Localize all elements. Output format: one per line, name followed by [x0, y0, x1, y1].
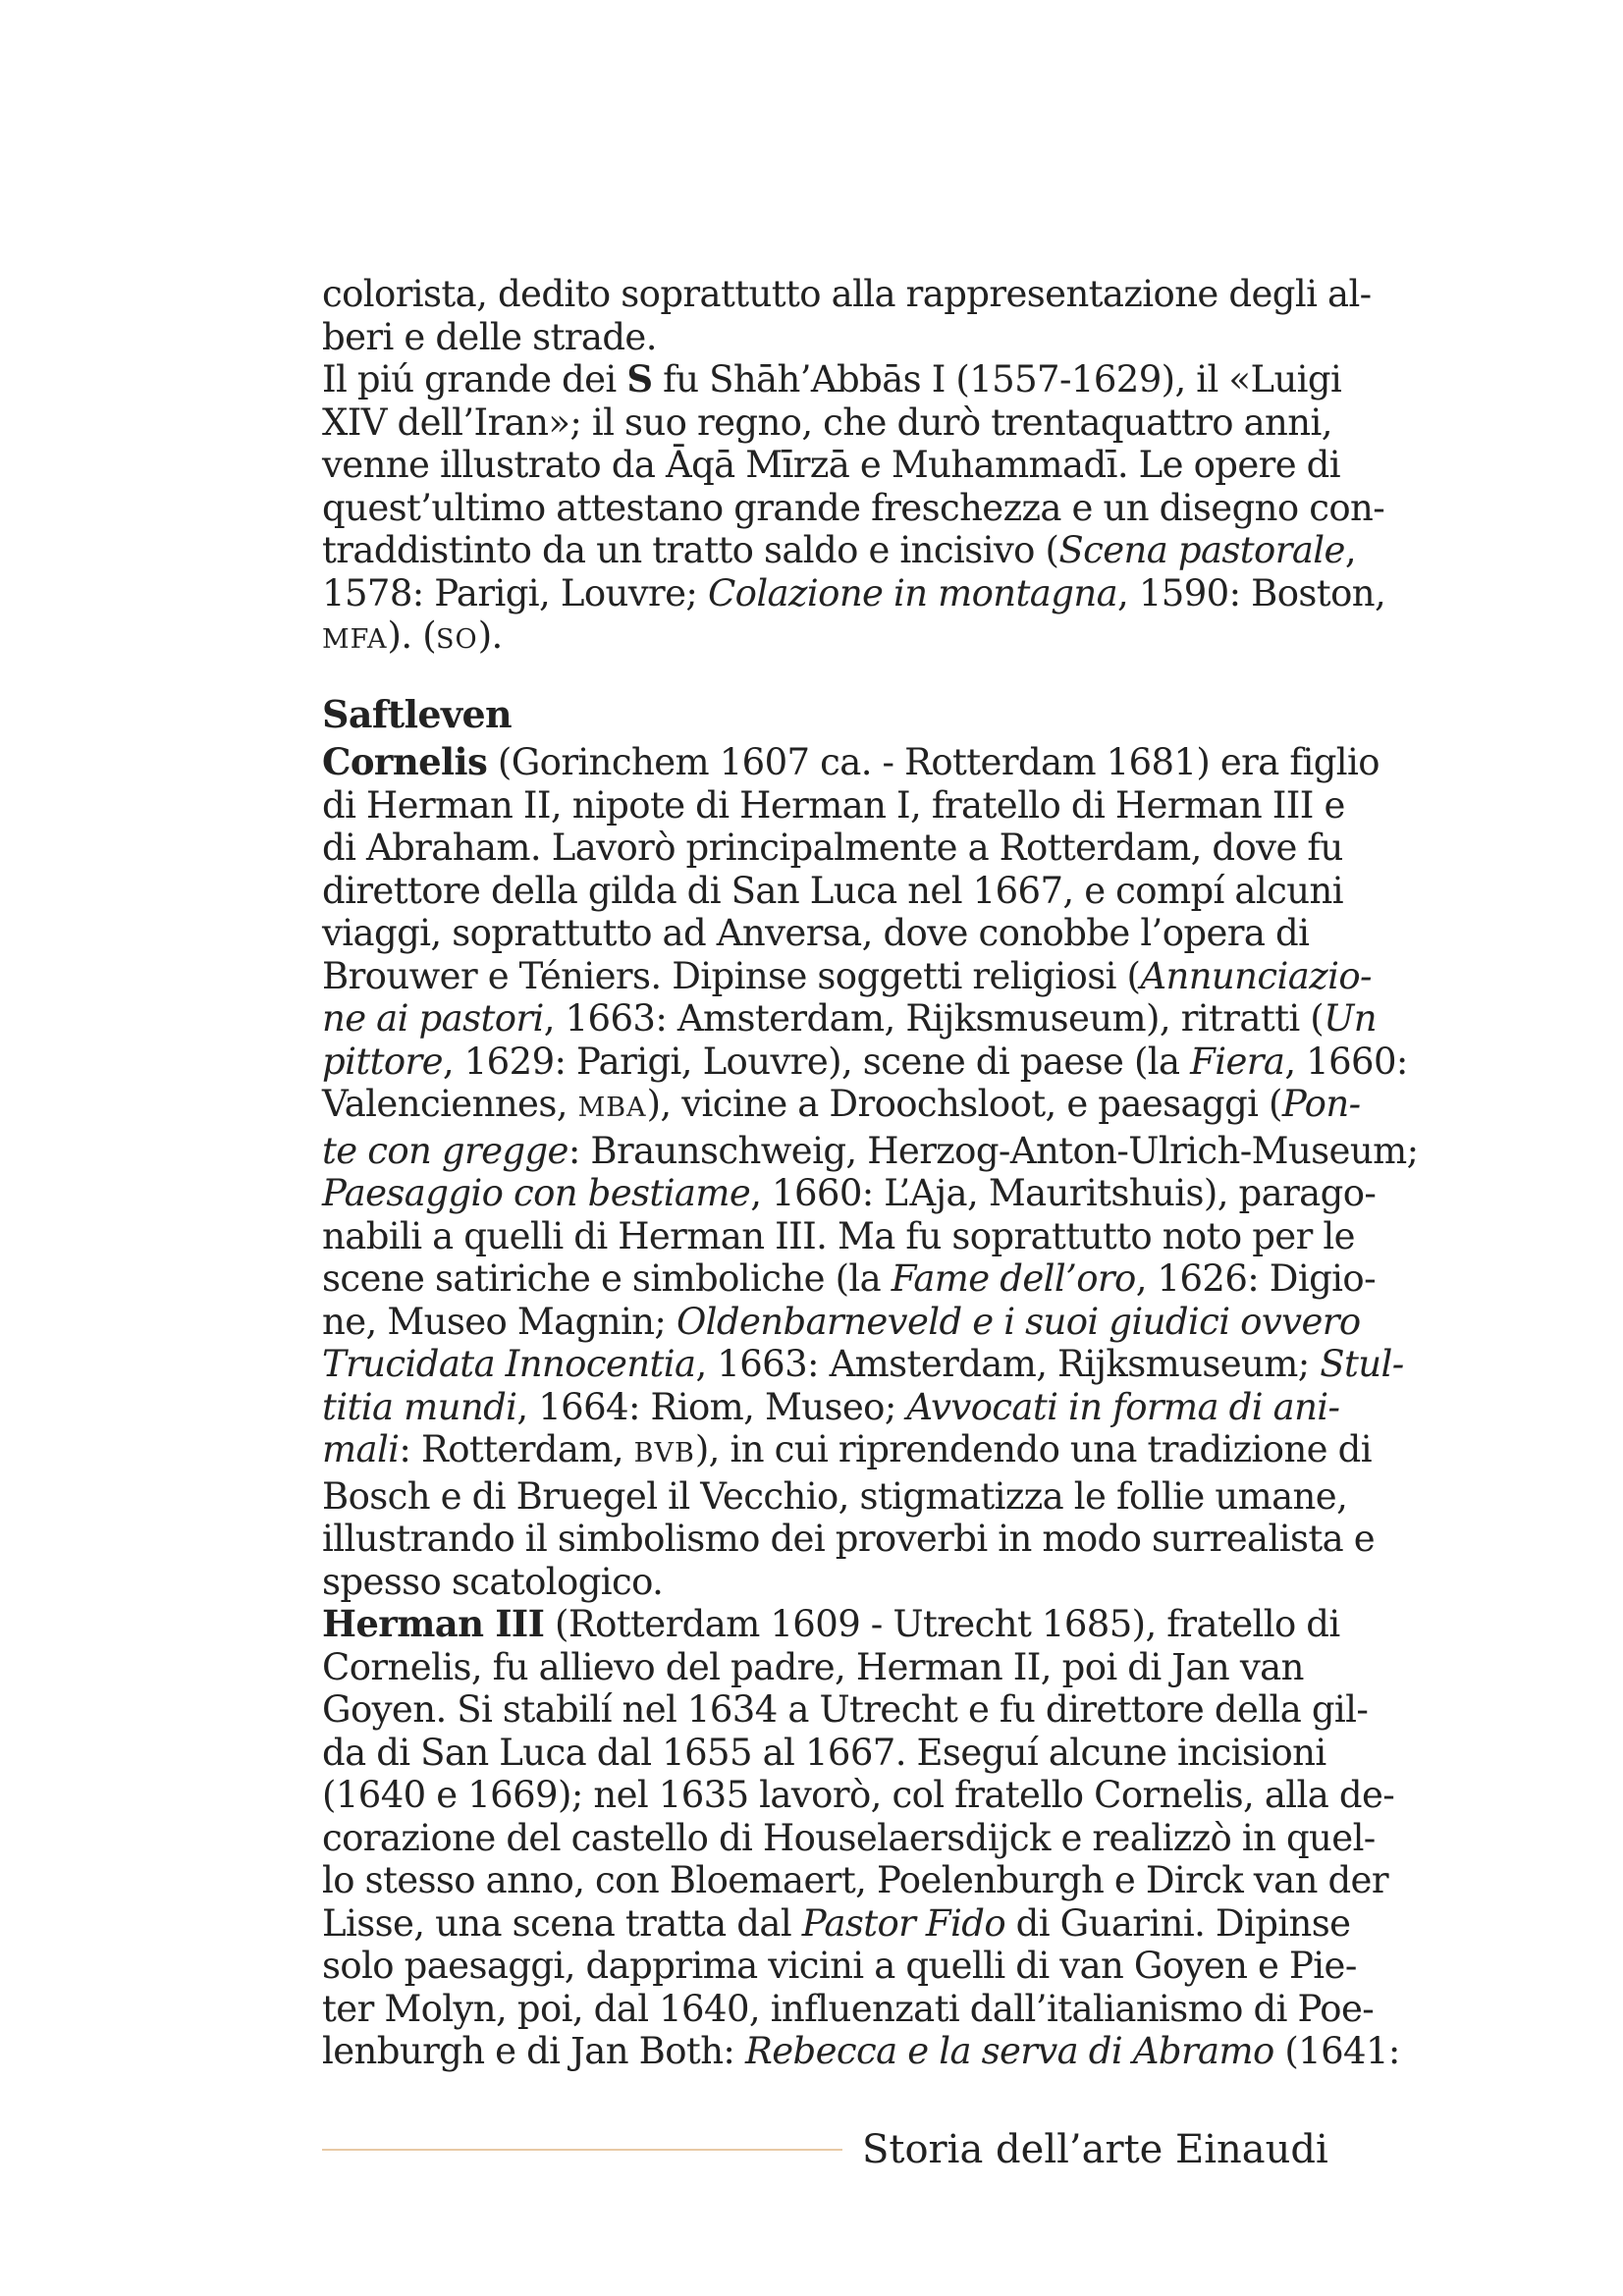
text-line: quest’ultimo attestano grande freschezza e un disegno con- — [322, 486, 1385, 529]
text-line: Valenciennes, MBA), vicine a Droochsloot, e paesaggi (Pon- — [322, 1083, 1361, 1125]
text-line: XIV dell’Iran»; il suo regno, che durò trentaquattro anni, — [322, 400, 1332, 444]
paragraph-cornelis — [322, 740, 1419, 1603]
text-line: traddistinto da un tratto saldo e incisivo (Scena pastorale, — [322, 529, 1356, 571]
text-line: lenburgh e di Jan Both: Rebecca e la serva di Abramo (1641: — [322, 2030, 1400, 2072]
artwork-title: Rebecca e la serva di Abramo — [744, 2030, 1274, 2072]
text-line: di Abraham. Lavorò principalmente a Rotterdam, dove fu — [322, 827, 1343, 869]
text-line: Cornelis, fu allievo del padre, Herman II, poi di Jan van — [322, 1645, 1304, 1688]
text-line: Goyen. Si stabilí nel 1634 a Utrecht e fu direttore della gil- — [322, 1688, 1369, 1731]
artist-name: Herman III — [322, 1602, 545, 1645]
text-line: titia mundi, 1664: Riom, Museo; Avvocati in forma di ani- — [322, 1385, 1340, 1428]
text-line: venne illustrato da Āqā Mīrzā e Muhammadī. Le opere di — [322, 444, 1340, 486]
text-line: spesso scatologico. — [322, 1560, 664, 1603]
text-line: solo paesaggi, dapprima vicini a quelli di van Goyen e Pie- — [322, 1945, 1357, 1987]
artwork-title: ne ai pastori — [322, 997, 544, 1040]
text-line: (1640 e 1669); nel 1635 lavorò, col fratello Cornelis, alla de- — [322, 1774, 1395, 1816]
artwork-title: Annunciazio- — [1140, 954, 1372, 997]
museum-abbreviation: MFA — [322, 624, 388, 655]
text-line: colorista, dedito soprattutto alla rappresentazione degli al- — [322, 273, 1372, 315]
text-line: Cornelis (Gorinchem 1607 ca. - Rotterdam 1681) era figlio — [322, 740, 1380, 783]
artwork-title: pittore — [322, 1040, 443, 1083]
artwork-title: Paesaggio con bestiame — [322, 1172, 751, 1214]
page-body — [322, 273, 1419, 2073]
artwork-title: Un — [1324, 997, 1377, 1040]
artwork-title: Oldenbarneveld e i suoi giudici ovvero — [676, 1300, 1361, 1343]
artwork-title: Trucidata Innocentia — [322, 1343, 696, 1385]
author-initials: SO — [436, 624, 478, 655]
text-line: beri e delle strade. — [322, 315, 657, 358]
paragraph-herman — [322, 1602, 1400, 2073]
text-line: illustrando il simbolismo dei proverbi in modo surrealista e — [322, 1518, 1376, 1560]
abbreviation-bold: S — [626, 357, 653, 400]
text-line: Bosch e di Bruegel il Vecchio, stigmatizza le follie umane, — [322, 1474, 1348, 1518]
text-line: Brouwer e Téniers. Dipinse soggetti religiosi (Annunciazio- — [322, 954, 1372, 997]
artist-name: Cornelis — [322, 740, 488, 783]
text-line: Herman III (Rotterdam 1609 - Utrecht 1685), fratello di — [322, 1602, 1340, 1645]
text-line: Il piú grande dei S fu Shāh’Abbās I (1557-1629), il «Luigi — [322, 357, 1342, 400]
artwork-title: titia mundi — [322, 1385, 517, 1428]
text-line: di Herman II, nipote di Herman I, fratello di Herman III e — [322, 783, 1345, 827]
text-line: Paesaggio con bestiame, 1660: L’Aja, Mauritshuis), parago- — [322, 1172, 1377, 1214]
footer-rule — [322, 2149, 842, 2151]
paragraph-shah-abbas — [322, 273, 1386, 662]
text-line: ne, Museo Magnin; Oldenbarneveld e i suoi giudici ovvero — [322, 1300, 1361, 1343]
text-line: Lisse, una scena tratta dal Pastor Fido di Guarini. Dipinse — [322, 1901, 1351, 1945]
footer-title: Storia dell’arte Einaudi — [862, 2127, 1328, 2172]
artwork-title: Fame dell’oro — [891, 1257, 1136, 1300]
text-line: lo stesso anno, con Bloemaert, Poelenburgh e Dirck van der — [322, 1859, 1388, 1901]
text-line: te con gregge: Braunschweig, Herzog-Anton-Ulrich-Museum; — [322, 1129, 1419, 1172]
text-line: corazione del castello di Houselaersdijck e realizzò in quel- — [322, 1816, 1376, 1859]
text-line: pittore, 1629: Parigi, Louvre), scene di paese (la Fiera, 1660: — [322, 1040, 1408, 1083]
text-line: ter Molyn, poi, dal 1640, influenzati dall’italianismo di Poe- — [322, 1987, 1375, 2030]
artwork-title: Avvocati in forma di ani- — [906, 1385, 1340, 1428]
text-line: da di San Luca dal 1655 al 1667. Eseguí alcune incisioni — [322, 1731, 1326, 1774]
text-line: MFA). (SO). — [322, 614, 503, 657]
artwork-title: Colazione in montagna — [707, 571, 1118, 614]
artwork-title: mali — [322, 1428, 400, 1470]
museum-abbreviation: BVB — [633, 1438, 695, 1468]
artwork-title: Pon- — [1281, 1083, 1361, 1125]
museum-abbreviation: MBA — [577, 1093, 647, 1123]
artwork-title: Fiera — [1190, 1040, 1285, 1083]
text-line: scene satiriche e simboliche (la Fame dell’oro, 1626: Digio- — [322, 1257, 1376, 1300]
text-line: nabili a quelli di Herman III. Ma fu soprattutto noto per le — [322, 1214, 1355, 1257]
artwork-title: Pastor Fido — [801, 1901, 1005, 1945]
artwork-title: te con gregge — [322, 1129, 568, 1172]
text-line: 1578: Parigi, Louvre; Colazione in montagna, 1590: Boston, — [322, 571, 1386, 614]
text-line: ne ai pastori, 1663: Amsterdam, Rijksmuseum), ritratti (Un — [322, 997, 1377, 1040]
artwork-title: Scena pastorale — [1058, 529, 1345, 571]
artwork-title: Stul- — [1320, 1343, 1404, 1385]
text-line: mali: Rotterdam, BVB), in cui riprendendo una tradizione di — [322, 1428, 1372, 1470]
text-line: viaggi, soprattutto ad Anversa, dove conobbe l’opera di — [322, 912, 1310, 954]
text-line: Trucidata Innocentia, 1663: Amsterdam, Rijksmuseum; Stul- — [322, 1343, 1404, 1385]
entry-heading: Saftleven — [322, 691, 513, 736]
text-line: direttore della gilda di San Luca nel 1667, e compí alcuni — [322, 869, 1343, 912]
